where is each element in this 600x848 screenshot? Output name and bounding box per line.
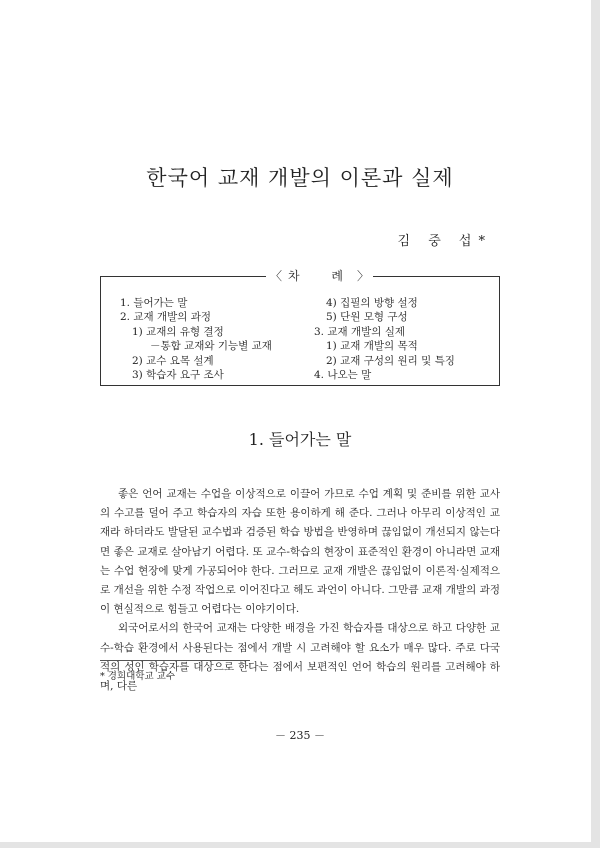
page-edge-bottom <box>0 842 600 848</box>
toc-heading-left-bracket: 〈 <box>270 269 283 283</box>
table-of-contents <box>100 269 500 386</box>
toc-item: 4) 집필의 방향 설정 <box>326 297 418 309</box>
toc-item: 2) 교재 구성의 원리 및 특징 <box>326 354 455 367</box>
toc-right-column <box>314 296 455 382</box>
page-edge-right <box>591 0 600 848</box>
paper-title: 한국어 교재 개발의 이론과 실제 <box>146 166 454 190</box>
body-text <box>100 485 500 696</box>
toc-heading-right-bracket: 〉 <box>357 269 370 283</box>
toc-heading <box>266 267 373 285</box>
toc-item: 1) 교재의 유형 결정 <box>132 325 224 338</box>
page-number: － 235 － <box>275 729 325 742</box>
toc-item: 3. 교재 개발의 실제 <box>314 325 406 338</box>
toc-item: 2. 교재 개발의 과정 <box>120 311 212 324</box>
body-paragraph: 외국어로서의 한국어 교재는 다양한 배경을 가진 학습자를 대상으로 하고 다양한 교수-학습 환경에서 사용된다는 점에서 개발 시 고려해야 할 요소가 매우 많다. 주로 다국적의 성인 학습자를 대상으로 한다는 점에서 보편적인 언어 학습의 원리를 고려해야 하며, 다른 <box>100 622 500 693</box>
toc-left-column <box>120 296 272 382</box>
section-heading: 1. 들어가는 말 <box>248 430 352 449</box>
toc-item: 1. 들어가는 말 <box>120 297 188 309</box>
toc-item: 2) 교수 요목 설계 <box>132 354 214 367</box>
toc-item: 5) 단원 모형 구성 <box>326 311 408 324</box>
toc-heading-text: 차 례 <box>288 269 358 283</box>
toc-item: 1) 교재 개발의 목적 <box>326 340 418 353</box>
author-name: 김 중 섭* <box>397 234 492 249</box>
toc-item: 3) 학습자 요구 조사 <box>132 369 224 382</box>
toc-item: 4. 나오는 말 <box>314 369 372 382</box>
body-paragraph: 좋은 언어 교재는 수업을 이상적으로 이끌어 가므로 수업 계획 및 준비를 위한 교사의 수고를 덜어 주고 학습자의 자습 또한 용이하게 해 준다. 그러나 아무리 이상적인 교재라 하더라도 발달된 교수법과 검증된 학습 방법을 반영하며 끊임없이 개선되지 않는다면 좋은 교재로 살아남기 어렵다. 또 교수-학습의 현장이 표준적인 환경이 아니라면 교재는 수업 현장에 맞게 가공되어야 한다. 그러므로 교재 개발은 끊임없이 이론적·실제적으로 개선을 위한 수정 작업으로 이어진다고 해도 과언이 아니다. 그만큼 교재 개발의 과정이 현실적으로 힘들고 어렵다는 이야기이다. <box>100 488 500 616</box>
toc-item: －통합 교재와 기능별 교재 <box>150 340 272 353</box>
footnote: * 경희대학교 교수 <box>100 671 176 682</box>
footnote-divider <box>100 660 250 661</box>
